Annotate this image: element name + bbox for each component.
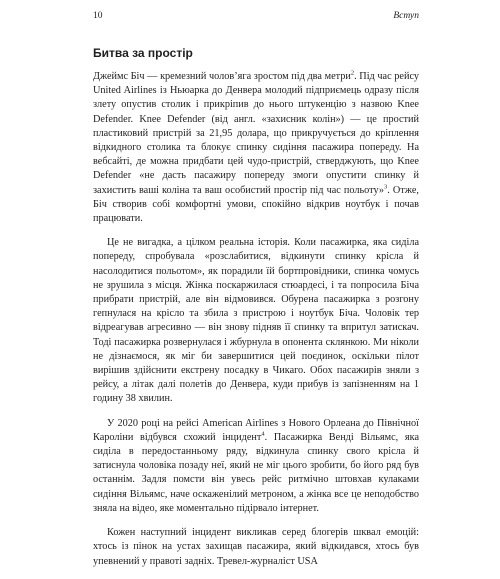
paragraph-3 [93,417,419,516]
paragraph-4 [93,526,419,569]
paragraph-1-text: Джеймс Біч — кремезний чоловʼяга зростом під два метри [93,71,351,82]
paragraph-2-text: Це не вигадка, а цілком реальна історія. Коли пасажирка, яка сиділа попереду, спробувала «розслабитися, відкинути спинку крісла й насолодитися польотом», як порадили їй бортпровідники, спинка чомусь не зрушила з місця. Жінка поскаржилася стюардесі, і та попросила Біча прибрати пристрій, але він відмовився. Обурена пасажирка з розгону гепнулася на крісло та збила з пристрою і ноутбук Біча. Чоловік тер відреагував агресивно — він знову підняв її спинку та впритул затискач. Тоді пасажирка розвернулася і жбурнула в опонента склянкою. Ми ніколи не дізнаємося, як міг би завершитися цей поєдинок, оскільки пілот вирішив здійснити екстрену посадку в Чикаго. Обох пасажирів зняли з рейсу, а літак далі полетів до Денвера, куди прибув із запізненням на 1 годину 38 хвилин. [93,237,419,405]
running-head [93,8,419,24]
paragraph-2 [93,236,419,406]
paragraph-3-text-cont: . Пасажирка Венді Вільямс, яка сиділа в передостанньому ряду, відкинула спинку свого крісла й затиснула чоловіка позаду неї, який не міг цього зробити, бо його ряд був останнім. Задля помсти він увесь рейс ритмічно штовхав кулаками сидіння Вільямс, наче оскаженілий метроном, а жінка все це неподобство зняла на відео, яке моментально підірвало інтернет. [93,431,419,514]
section-heading: Битва за простір [93,46,193,60]
page-body [93,45,419,579]
footnote-ref-3: 3 [384,183,388,191]
paragraph-3-text: У 2020 році на рейсі American Airlines з Нового Орлеана до Північної Кароліни відбувся схожий інцидент [93,417,419,443]
section-title: Вступ [393,11,419,21]
paragraph-1-text-end: . Отже, Біч створив собі комфортні умови, спокійно відкрив ноутбук і почав працювати. [93,184,419,225]
footnote-ref-4: 4 [261,430,265,438]
paragraph-1-text-cont: . Під час рейсу United Airlines із Ньюарка до Денвера молодий підприємець одразу після злету опустив столик і прикріпив до нього штукенцію з назвою Knee Defender. Knee Defender (від англ. «захисник колін») — це простий пластиковий пристрій за 21,95 долара, що прикручується до кріплення відкидного столика та блокує спинку сидіння пасажира попереду. На вебсайті, де можна придбати цей чудо-пристрій, стверджують, що Knee Defender «не дасть пасажиру попереду змоги опустити спинку й захистить ваші коліна та ваш особистий простір під час польоту» [93,71,419,196]
page-number: 10 [93,11,103,21]
paragraph-4-text: Кожен наступний інцидент викликав серед блогерів шквал емоцій: хтось із пінок на устах захищав пасажира, який відкидався, хтось був упевнений у правоті задніх. Тревел-журналіст USA [93,527,419,567]
footnote-ref-2: 2 [350,69,355,77]
paragraph-1 [93,70,419,226]
